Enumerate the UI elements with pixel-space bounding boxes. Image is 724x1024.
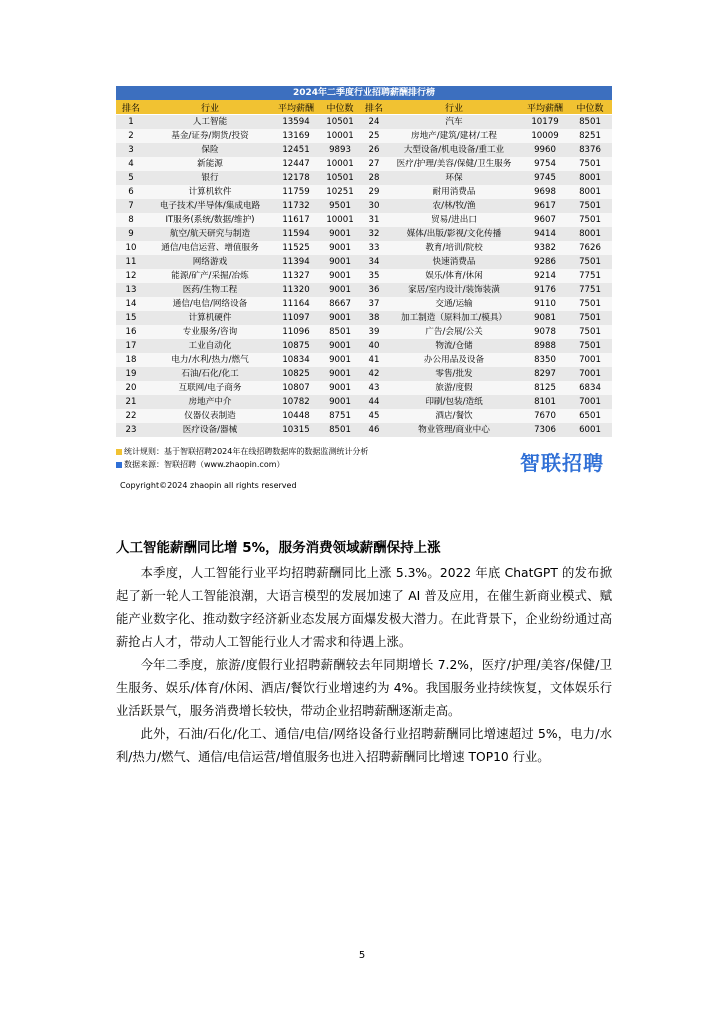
table-row — [116, 199, 612, 213]
table-title: 2024年二季度行业招聘薪酬排行榜 — [116, 86, 612, 100]
cell-rank-2: 37 — [362, 297, 386, 311]
cell-median-2: 7501 — [568, 297, 612, 311]
cell-rank-2: 34 — [362, 255, 386, 269]
cell-median-2: 6834 — [568, 381, 612, 395]
cell-industry: 通信/电信/网络设备 — [146, 297, 274, 311]
cell-rank-2: 31 — [362, 213, 386, 227]
cell-median: 9001 — [318, 269, 362, 283]
table-row — [116, 423, 612, 437]
cell-median-2: 7501 — [568, 255, 612, 269]
cell-median: 9001 — [318, 241, 362, 255]
cell-rank: 11 — [116, 255, 146, 269]
article-body — [116, 562, 612, 769]
cell-avg-salary-2: 10009 — [522, 129, 568, 143]
table-row — [116, 157, 612, 171]
cell-rank-2: 39 — [362, 325, 386, 339]
cell-industry: 工业自动化 — [146, 339, 274, 353]
cell-rank: 9 — [116, 227, 146, 241]
cell-industry-2: 汽车 — [386, 115, 522, 130]
cell-avg-salary-2: 9382 — [522, 241, 568, 255]
cell-industry-2: 物业管理/商业中心 — [386, 423, 522, 437]
figure-notes — [116, 445, 612, 479]
header-rank: 排名 — [116, 100, 146, 115]
cell-rank: 16 — [116, 325, 146, 339]
cell-industry: 互联网/电子商务 — [146, 381, 274, 395]
cell-industry: 房地产中介 — [146, 395, 274, 409]
cell-industry: 人工智能 — [146, 115, 274, 130]
cell-median-2: 8001 — [568, 171, 612, 185]
cell-avg-salary: 11394 — [274, 255, 318, 269]
cell-avg-salary-2: 8297 — [522, 367, 568, 381]
cell-avg-salary-2: 9617 — [522, 199, 568, 213]
cell-rank: 14 — [116, 297, 146, 311]
cell-median: 9001 — [318, 283, 362, 297]
header-median: 中位数 — [318, 100, 362, 115]
cell-median: 9001 — [318, 381, 362, 395]
cell-industry-2: 贸易/进出口 — [386, 213, 522, 227]
cell-avg-salary: 11594 — [274, 227, 318, 241]
cell-median-2: 7001 — [568, 353, 612, 367]
cell-rank: 10 — [116, 241, 146, 255]
table-row — [116, 381, 612, 395]
cell-avg-salary: 12178 — [274, 171, 318, 185]
cell-avg-salary-2: 8101 — [522, 395, 568, 409]
cell-industry-2: 环保 — [386, 171, 522, 185]
table-row — [116, 283, 612, 297]
cell-avg-salary: 10834 — [274, 353, 318, 367]
cell-median-2: 7626 — [568, 241, 612, 255]
cell-rank-2: 28 — [362, 171, 386, 185]
header-avg-salary: 平均薪酬 — [274, 100, 318, 115]
cell-industry-2: 耐用消费品 — [386, 185, 522, 199]
cell-avg-salary: 11525 — [274, 241, 318, 255]
table-row — [116, 143, 612, 157]
cell-median: 8501 — [318, 423, 362, 437]
copyright: Copyright©2024 zhaopin all rights reserved — [120, 481, 297, 490]
table-row — [116, 185, 612, 199]
cell-avg-salary-2: 9110 — [522, 297, 568, 311]
cell-median: 9001 — [318, 353, 362, 367]
cell-rank-2: 25 — [362, 129, 386, 143]
cell-median-2: 8376 — [568, 143, 612, 157]
paragraph: 本季度，人工智能行业平均招聘薪酬同比上涨 5.3%。2022 年底 ChatGPT 的发布掀起了新一轮人工智能浪潮，大语言模型的发展加速了 AI 普及应用，在催生新商业模式、赋能产业数字化、推动数字经济新业态发展方面爆发极大潜力。在此背景下，企业纷纷通过高薪抢占人才，带动人工智能行业人才需求和待遇上涨。 — [116, 566, 612, 649]
cell-rank: 18 — [116, 353, 146, 367]
cell-avg-salary-2: 7306 — [522, 423, 568, 437]
header-industry: 行业 — [146, 100, 274, 115]
cell-median-2: 7001 — [568, 367, 612, 381]
cell-avg-salary-2: 9081 — [522, 311, 568, 325]
table-row — [116, 311, 612, 325]
ranking-table — [116, 100, 612, 437]
cell-industry-2: 媒体/出版/影视/文化传播 — [386, 227, 522, 241]
cell-median: 9001 — [318, 395, 362, 409]
cell-industry-2: 印刷/包装/造纸 — [386, 395, 522, 409]
cell-industry: 石油/石化/化工 — [146, 367, 274, 381]
table-row — [116, 227, 612, 241]
table-row — [116, 297, 612, 311]
cell-avg-salary-2: 9176 — [522, 283, 568, 297]
cell-rank-2: 30 — [362, 199, 386, 213]
cell-rank-2: 35 — [362, 269, 386, 283]
cell-median-2: 6501 — [568, 409, 612, 423]
cell-rank-2: 43 — [362, 381, 386, 395]
cell-industry-2: 教育/培训/院校 — [386, 241, 522, 255]
cell-rank-2: 26 — [362, 143, 386, 157]
cell-industry-2: 交通/运输 — [386, 297, 522, 311]
cell-median: 9001 — [318, 311, 362, 325]
cell-rank: 7 — [116, 199, 146, 213]
page-number: 5 — [358, 950, 366, 961]
table-row — [116, 255, 612, 269]
cell-avg-salary-2: 9414 — [522, 227, 568, 241]
cell-rank: 4 — [116, 157, 146, 171]
cell-avg-salary: 12451 — [274, 143, 318, 157]
header-avg-salary-2: 平均薪酬 — [522, 100, 568, 115]
cell-avg-salary: 13169 — [274, 129, 318, 143]
cell-avg-salary: 10782 — [274, 395, 318, 409]
cell-industry-2: 广告/会展/公关 — [386, 325, 522, 339]
cell-median: 8667 — [318, 297, 362, 311]
cell-rank-2: 33 — [362, 241, 386, 255]
paragraph: 今年二季度，旅游/度假行业招聘薪酬较去年同期增长 7.2%，医疗/护理/美容/保健/卫生服务、娱乐/体育/休闲、酒店/餐饮行业增速约为 4%。我国服务业持续恢复，文体娱乐行业活跃景气，服务消费增长较快，带动企业招聘薪酬逐渐走高。 — [116, 658, 612, 718]
cell-median-2: 7001 — [568, 395, 612, 409]
cell-avg-salary-2: 8988 — [522, 339, 568, 353]
cell-avg-salary-2: 9286 — [522, 255, 568, 269]
cell-avg-salary-2: 9754 — [522, 157, 568, 171]
cell-industry: 医药/生物工程 — [146, 283, 274, 297]
cell-median: 10251 — [318, 185, 362, 199]
cell-avg-salary: 11320 — [274, 283, 318, 297]
cell-rank-2: 44 — [362, 395, 386, 409]
cell-avg-salary-2: 8125 — [522, 381, 568, 395]
cell-median: 10501 — [318, 171, 362, 185]
paragraph: 此外，石油/石化/化工、通信/电信/网络设备行业招聘薪酬同比增速超过 5%，电力/水利/热力/燃气、通信/电信运营/增值服务也进入招聘薪酬同比增速 TOP10 行业。 — [116, 727, 612, 764]
cell-industry: 银行 — [146, 171, 274, 185]
cell-industry: 航空/航天研究与制造 — [146, 227, 274, 241]
zhaopin-logo: 智联招聘 — [520, 451, 604, 475]
cell-rank: 13 — [116, 283, 146, 297]
cell-rank: 5 — [116, 171, 146, 185]
cell-avg-salary: 13594 — [274, 115, 318, 130]
cell-industry: 新能源 — [146, 157, 274, 171]
cell-median: 10501 — [318, 115, 362, 130]
section-heading: 人工智能薪酬同比增 5%，服务消费领域薪酬保持上涨 — [116, 540, 441, 556]
cell-median: 8501 — [318, 325, 362, 339]
cell-industry: 保险 — [146, 143, 274, 157]
table-header-row — [116, 100, 612, 115]
cell-median: 9001 — [318, 255, 362, 269]
cell-median-2: 8251 — [568, 129, 612, 143]
cell-industry-2: 零售/批发 — [386, 367, 522, 381]
cell-rank-2: 46 — [362, 423, 386, 437]
cell-rank: 3 — [116, 143, 146, 157]
cell-rank: 17 — [116, 339, 146, 353]
cell-avg-salary-2: 10179 — [522, 115, 568, 130]
cell-industry: 通信/电信运营、增值服务 — [146, 241, 274, 255]
cell-rank-2: 36 — [362, 283, 386, 297]
cell-avg-salary-2: 9960 — [522, 143, 568, 157]
cell-industry-2: 农/林/牧/渔 — [386, 199, 522, 213]
cell-median: 8751 — [318, 409, 362, 423]
note-source-text: 数据来源：智联招聘（www.zhaopin.com） — [124, 460, 285, 469]
cell-rank-2: 42 — [362, 367, 386, 381]
cell-median-2: 8501 — [568, 115, 612, 130]
cell-industry: 仪器仪表制造 — [146, 409, 274, 423]
cell-rank: 12 — [116, 269, 146, 283]
cell-rank: 22 — [116, 409, 146, 423]
cell-industry-2: 房地产/建筑/建材/工程 — [386, 129, 522, 143]
cell-avg-salary: 11759 — [274, 185, 318, 199]
cell-industry: 计算机软件 — [146, 185, 274, 199]
cell-median: 10001 — [318, 157, 362, 171]
header-rank-2: 排名 — [362, 100, 386, 115]
table-row — [116, 269, 612, 283]
cell-median: 9501 — [318, 199, 362, 213]
yellow-square-icon — [116, 449, 122, 455]
cell-industry: 电子技术/半导体/集成电路 — [146, 199, 274, 213]
cell-industry: IT服务(系统/数据/维护) — [146, 213, 274, 227]
cell-industry: 能源/矿产/采掘/冶炼 — [146, 269, 274, 283]
table-row — [116, 213, 612, 227]
cell-avg-salary: 11617 — [274, 213, 318, 227]
cell-rank-2: 38 — [362, 311, 386, 325]
cell-rank: 1 — [116, 115, 146, 130]
cell-industry-2: 物流/仓储 — [386, 339, 522, 353]
cell-industry: 医疗设备/器械 — [146, 423, 274, 437]
cell-industry-2: 快速消费品 — [386, 255, 522, 269]
cell-industry-2: 旅游/度假 — [386, 381, 522, 395]
cell-industry-2: 加工制造（原料加工/模具） — [386, 311, 522, 325]
table-row — [116, 409, 612, 423]
cell-rank: 20 — [116, 381, 146, 395]
cell-industry: 专业服务/咨询 — [146, 325, 274, 339]
cell-rank-2: 41 — [362, 353, 386, 367]
cell-avg-salary-2: 9607 — [522, 213, 568, 227]
table-row — [116, 395, 612, 409]
cell-rank: 8 — [116, 213, 146, 227]
cell-industry-2: 大型设备/机电设备/重工业 — [386, 143, 522, 157]
cell-rank: 6 — [116, 185, 146, 199]
cell-rank: 19 — [116, 367, 146, 381]
cell-median-2: 7501 — [568, 213, 612, 227]
table-row — [116, 115, 612, 130]
cell-median: 9001 — [318, 227, 362, 241]
cell-avg-salary: 11164 — [274, 297, 318, 311]
table-row — [116, 339, 612, 353]
cell-industry: 电力/水利/热力/燃气 — [146, 353, 274, 367]
cell-rank-2: 32 — [362, 227, 386, 241]
cell-rank-2: 24 — [362, 115, 386, 130]
header-industry-2: 行业 — [386, 100, 522, 115]
cell-median-2: 6001 — [568, 423, 612, 437]
cell-rank: 15 — [116, 311, 146, 325]
table-row — [116, 353, 612, 367]
cell-industry: 网络游戏 — [146, 255, 274, 269]
cell-median-2: 7751 — [568, 269, 612, 283]
cell-avg-salary-2: 9745 — [522, 171, 568, 185]
blue-square-icon — [116, 462, 122, 468]
cell-rank-2: 29 — [362, 185, 386, 199]
cell-avg-salary: 10315 — [274, 423, 318, 437]
cell-avg-salary-2: 8350 — [522, 353, 568, 367]
cell-median-2: 7501 — [568, 339, 612, 353]
cell-industry-2: 办公用品及设备 — [386, 353, 522, 367]
cell-industry-2: 娱乐/体育/休闲 — [386, 269, 522, 283]
header-median-2: 中位数 — [568, 100, 612, 115]
cell-avg-salary: 11097 — [274, 311, 318, 325]
cell-rank-2: 40 — [362, 339, 386, 353]
cell-industry: 基金/证券/期货/投资 — [146, 129, 274, 143]
note-rule-text: 统计规则：基于智联招聘2024年在线招聘数据库的数据监测统计分析 — [124, 447, 369, 456]
cell-median-2: 7751 — [568, 283, 612, 297]
cell-rank: 2 — [116, 129, 146, 143]
cell-median: 9001 — [318, 367, 362, 381]
cell-avg-salary-2: 7670 — [522, 409, 568, 423]
cell-avg-salary-2: 9078 — [522, 325, 568, 339]
cell-avg-salary-2: 9214 — [522, 269, 568, 283]
cell-rank-2: 45 — [362, 409, 386, 423]
cell-avg-salary-2: 9698 — [522, 185, 568, 199]
cell-avg-salary: 11096 — [274, 325, 318, 339]
cell-avg-salary: 10448 — [274, 409, 318, 423]
cell-median-2: 7501 — [568, 311, 612, 325]
cell-median-2: 7501 — [568, 325, 612, 339]
cell-rank: 23 — [116, 423, 146, 437]
table-row — [116, 241, 612, 255]
cell-median: 9001 — [318, 339, 362, 353]
cell-avg-salary: 11327 — [274, 269, 318, 283]
cell-industry-2: 医疗/护理/美容/保健/卫生服务 — [386, 157, 522, 171]
cell-median-2: 7501 — [568, 199, 612, 213]
cell-industry: 计算机硬件 — [146, 311, 274, 325]
cell-median: 10001 — [318, 129, 362, 143]
table-row — [116, 129, 612, 143]
cell-avg-salary: 11732 — [274, 199, 318, 213]
cell-median: 9893 — [318, 143, 362, 157]
cell-avg-salary: 10875 — [274, 339, 318, 353]
ranking-figure — [116, 86, 612, 490]
table-row — [116, 367, 612, 381]
cell-industry-2: 家居/室内设计/装饰装潢 — [386, 283, 522, 297]
cell-avg-salary: 10807 — [274, 381, 318, 395]
cell-avg-salary: 12447 — [274, 157, 318, 171]
table-row — [116, 171, 612, 185]
cell-rank-2: 27 — [362, 157, 386, 171]
cell-median-2: 7501 — [568, 157, 612, 171]
cell-median-2: 8001 — [568, 185, 612, 199]
cell-rank: 21 — [116, 395, 146, 409]
cell-median-2: 8001 — [568, 227, 612, 241]
cell-median: 10001 — [318, 213, 362, 227]
cell-avg-salary: 10825 — [274, 367, 318, 381]
cell-industry-2: 酒店/餐饮 — [386, 409, 522, 423]
table-row — [116, 325, 612, 339]
